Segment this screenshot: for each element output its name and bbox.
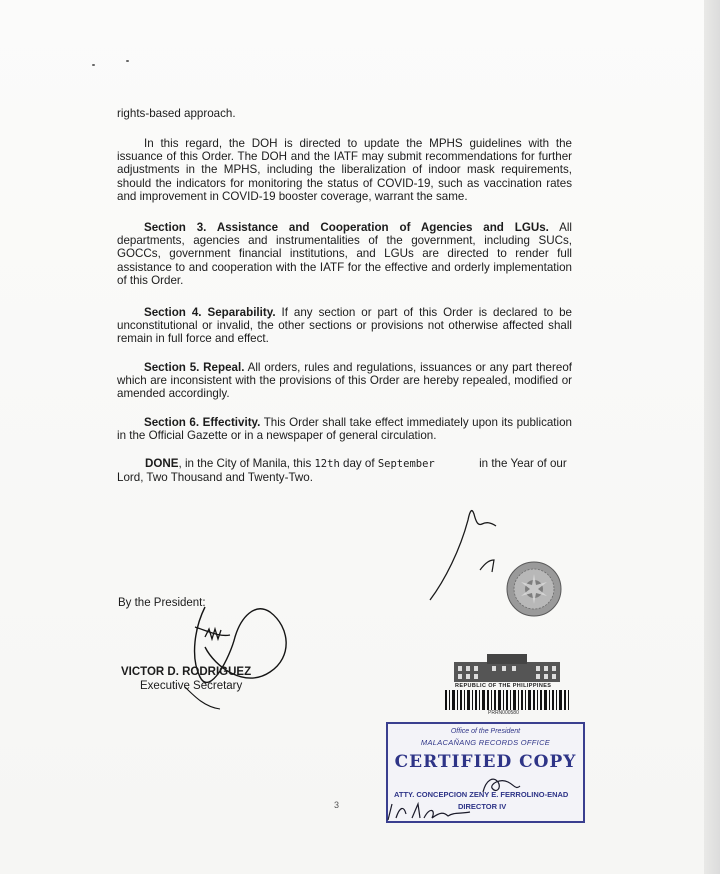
done-day: 12th	[314, 458, 340, 470]
stamp-attorney: ATTY. CONCEPCION ZENY E. FERROLINO-ENAD	[394, 790, 569, 799]
presidential-seal	[505, 560, 563, 618]
done-mid: day of	[343, 457, 375, 470]
section-6-text: This Order shall take effect immediately upon its publication in the Official Gazette or in a newspaper of general circulation.	[117, 416, 573, 443]
by-the-president-label: By the President:	[118, 597, 206, 609]
stamp-signature	[478, 772, 523, 798]
done-post: in the Year of our Lord, Two Thousand and Twenty-Two.	[117, 457, 567, 484]
stamp-office: Office of the President	[450, 728, 521, 735]
signatory-title: Executive Secretary	[140, 680, 243, 692]
page-edge-shadow	[704, 0, 720, 874]
section-3	[117, 221, 572, 287]
paragraph-doh: In this regard, the DOH is directed to update the MPHS guidelines with the issuance of this Order. The DOH and the IATF may submit recommendations for further adjustments in the MPHS, including the liberalization of indoor mask requirements, should the indicators for monitoring the status of COVID-19, such as vaccination rates and improvement in COVID-19 booster coverage, warrant the same.	[117, 137, 572, 203]
signatory-name: VICTOR D. RODRIGUEZ	[121, 666, 252, 678]
president-signature	[420, 500, 510, 610]
section-4-text: If any section or part of this Order is declared to be unconstitutional or invalid, the other sections or provisions not otherwise affected shall remain in full force and effect.	[117, 306, 572, 346]
stamp-records-office: MALACAÑANG RECORDS OFFICE	[420, 738, 551, 747]
section-4	[117, 306, 572, 346]
barcode-number: PRRN000580	[488, 710, 519, 716]
section-5	[117, 361, 572, 401]
section-3-text: All departments, agencies and instrumentalities of the government, including SUCs, GOCCs, government financial institutions, and LGUs are directed to render full assistance to and cooperation with the IATF for the effective and orderly implementation of this Order.	[117, 221, 572, 287]
stamp-position: DIRECTOR IV	[458, 802, 507, 811]
handwritten-date	[384, 800, 479, 822]
scan-speck	[126, 60, 129, 62]
done-clause	[117, 457, 572, 485]
section-6	[117, 416, 572, 442]
secretary-signature	[175, 597, 300, 717]
scan-speck	[92, 64, 95, 66]
section-4-heading: Section 4. Separability.	[144, 306, 276, 319]
barcode	[445, 690, 570, 710]
done-pre: , in the City of Manila, this	[178, 457, 312, 470]
continuation-text: rights-based approach.	[117, 107, 236, 120]
certified-copy-stamp	[386, 722, 585, 823]
stamp-title: CERTIFIED COPY	[394, 752, 577, 772]
section-6-heading: Section 6. Effectivity.	[144, 416, 261, 429]
done-month: September	[377, 458, 435, 470]
section-5-text: All orders, rules and regulations, issuances or any part thereof which are inconsistent with the provisions of this Order are hereby repealed, modified or amended accordingly.	[117, 361, 572, 401]
section-5-heading: Section 5. Repeal.	[144, 361, 245, 374]
done-label: DONE	[145, 457, 179, 470]
section-3-heading: Section 3. Assistance and Cooperation of Agencies and LGUs.	[144, 221, 549, 234]
malacanang-building-logo	[452, 652, 562, 684]
page-number: 3	[334, 800, 340, 810]
barcode-label: REPUBLIC OF THE PHILIPPINES	[455, 683, 552, 689]
